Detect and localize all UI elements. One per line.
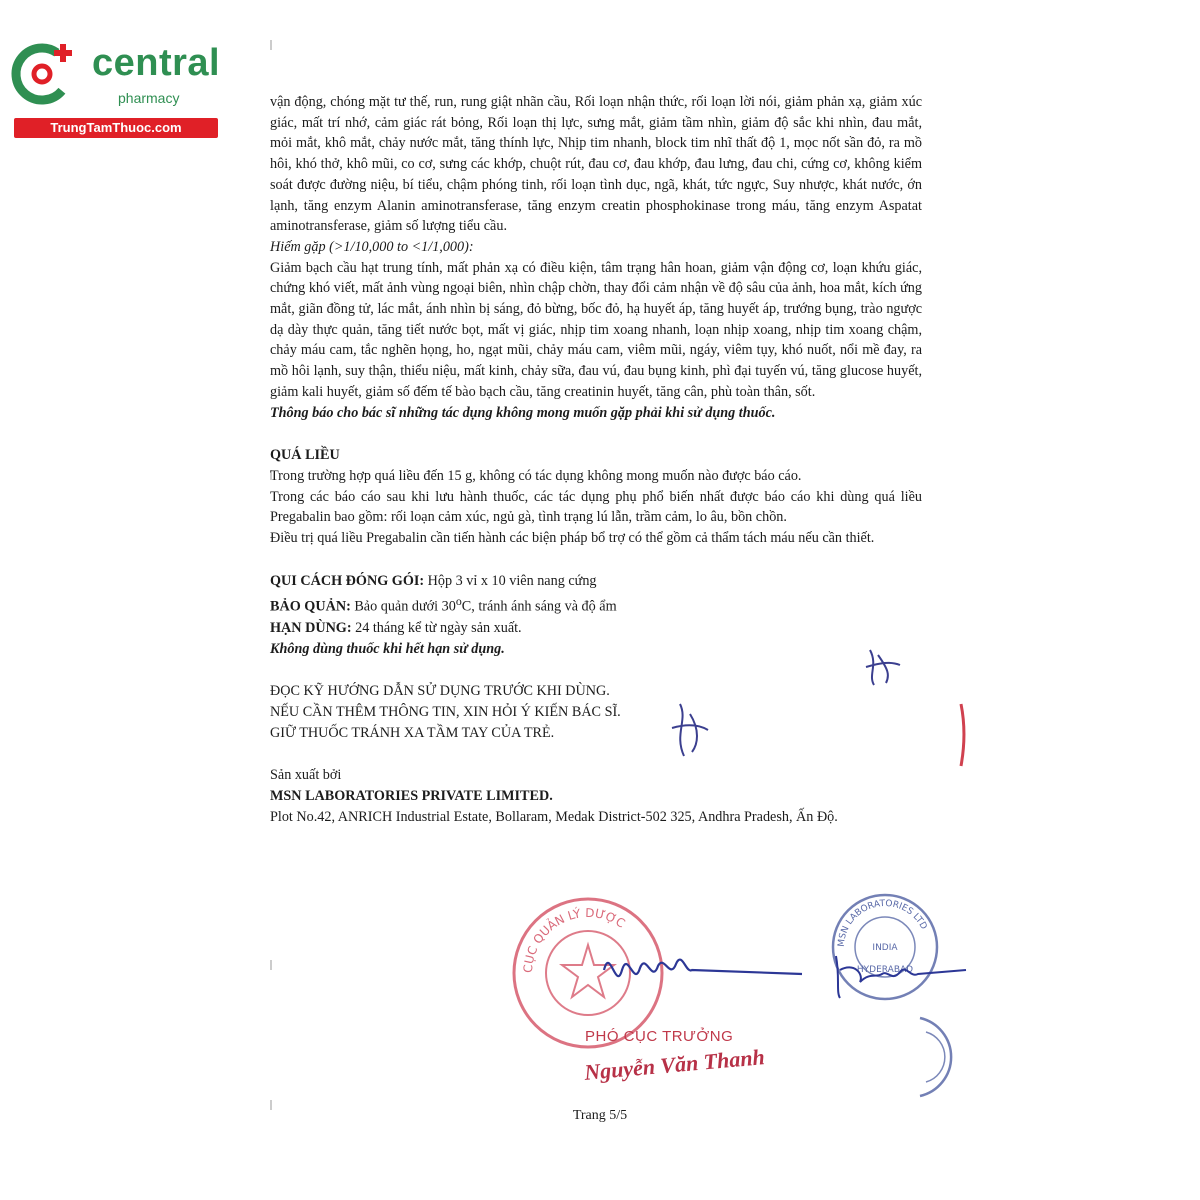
expiry-warning: Không dùng thuốc khi hết hạn sử dụng. <box>270 640 505 657</box>
document-body <box>270 92 922 828</box>
overdose-paragraph-3: Điều trị quá liều Pregabalin cần tiến hành các biện pháp bổ trợ có thể gồm cả thẩm tách máu nếu cần thiết. <box>270 530 875 547</box>
rare-paragraph: Giảm bạch cầu hạt trung tính, mất phản xạ có điều kiện, tâm trạng hân hoan, giảm vận động cơ, loạn khứu giác, chứng khó viết, mất ảnh vùng ngoại biên, nhìn chập chờn, thay đổi cảm nhận về độ sâu của ảnh, hoa mắt, kích ứng mắt, giãn đồng tử, lác mắt, ánh nhìn bị sáng, đỏ bừng, bốc đỏ, hạ huyết áp, tăng huyết áp, trướng bụng, trào ngược dạ dày thực quản, tăng tiết nước bọt, mất vị giác, nhịp tim xoang nhanh, loạn nhịp xoang, nhịp tim xoang chậm, chảy máu cam, tắc nghẽn họng, ho, ngạt mũi, chảy máu cam, viêm mũi, ngáy, viêm tụy, khó nuốt, nổi mề đay, ra mồ hôi lạnh, suy thận, thiểu niệu, mất kinh, chảy sữa, đau vú, đau bụng kinh, phì đại tuyến vú, tăng glucose huyết, giảm kali huyết, giảm số đếm tế bào bạch cầu, tăng creatinin huyết, tăng cân, phù toàn thân, sốt. <box>270 259 922 400</box>
storage-value-pre: Bảo quản dưới 30 <box>354 599 456 616</box>
notice-text: Thông báo cho bác sĩ những tác dụng không mong muốn gặp phải khi sử dụng thuốc. <box>270 404 776 421</box>
logo-url-badge[interactable]: TrungTamThuoc.com <box>14 118 218 138</box>
warning-line-2: NẾU CẦN THÊM THÔNG TIN, XIN HỎI Ý KIẾN BÁC SĨ. <box>270 704 621 721</box>
initials-signature-icon <box>668 700 713 760</box>
company-signature-icon <box>830 948 970 1003</box>
logo-name: central <box>92 42 221 84</box>
red-mark-icon <box>955 700 969 770</box>
storage-label: BẢO QUẢN: <box>270 599 351 616</box>
company-stamp-text: MSN LABORATORIES LTD <box>836 898 929 948</box>
packaging-line <box>270 571 922 592</box>
spacer <box>270 743 922 765</box>
expiry-label: HẠN DÙNG: <box>270 619 352 636</box>
spacer <box>270 549 922 571</box>
packaging-label: QUI CÁCH ĐÓNG GÓI: <box>270 572 425 589</box>
company-stamp-city: HYDERABAD <box>856 965 914 975</box>
side-effects-paragraph: vận động, chóng mặt tư thế, run, rung giật nhãn cầu, Rối loạn nhận thức, rối loạn lời nói, giảm phản xạ, giảm xúc giác, mất trí nhớ, cảm giác rát bỏng, Rối loạn thị lực, sưng mắt, giảm tầm nhìn, giảm độ sắc khi nhìn, đau mắt, mỏi mắt, khô mắt, chảy nước mắt, tăng thính lực, Nhịp tim nhanh, block tim nhĩ thất độ 1, mọc nốt sần đỏ, ra mồ hôi, khó thở, khô mũi, co cơ, sưng các khớp, chuột rút, đau cơ, đau khớp, đau lưng, đau chi, cứng cơ, không kiểm soát được đường niệu, bí tiểu, chậm phóng tinh, rối loạn tình dục, ngã, khát, tức ngực, Suy nhược, khát nước, ớn lạnh, tăng enzym Alanin aminotransferase, tăng enzym creatin phosphokinase trong máu, tăng enzym Aspatat aminotransferase, giảm số lượng tiểu cầu. <box>270 94 922 235</box>
company-stamp-partial-icon <box>902 1012 962 1102</box>
storage-line <box>270 591 922 617</box>
margin-mark <box>270 40 272 50</box>
overdose-heading: QUÁ LIỀU <box>270 447 340 464</box>
logo-mark-icon <box>10 38 80 108</box>
expiry-line <box>270 618 922 639</box>
packaging-value: Hộp 3 vỉ x 10 viên nang cứng <box>427 572 597 589</box>
official-signature-icon <box>596 940 806 1000</box>
storage-value-post: C, tránh ánh sáng và độ ẩm <box>461 599 617 616</box>
company-stamp-country: INDIA <box>872 943 898 953</box>
signature-role: PHÓ CỤC TRƯỞNG <box>585 1028 734 1045</box>
manufacturer-address: Plot No.42, ANRICH Industrial Estate, Bollaram, Medak District-502 325, Andhra Pradesh, Ấn Độ. <box>270 808 838 825</box>
page-number: Trang 5/5 <box>572 1108 628 1123</box>
initials-signature-icon <box>860 645 910 690</box>
spacer <box>270 423 922 445</box>
signer-name: Nguyễn Văn Thanh <box>583 1044 766 1085</box>
pharmacy-logo[interactable] <box>10 32 230 142</box>
authority-stamp-text: CỤC QUẢN LÝ DƯỢC <box>520 905 628 974</box>
logo-subtitle: pharmacy <box>118 90 180 106</box>
warning-line-3: GIỮ THUỐC TRÁNH XA TẦM TAY CỦA TRẺ. <box>270 724 555 741</box>
rare-heading: Hiếm gặp (>1/10,000 to <1/1,000): <box>270 238 474 255</box>
storage-degree: o <box>455 594 462 609</box>
overdose-paragraph-2: Trong các báo cáo sau khi lưu hành thuốc, các tác dụng phụ phổ biến nhất được báo cáo khi dùng quá liều Pregabalin bao gồm: rối loạn cảm xúc, ngủ gà, tình trạng lú lẫn, trầm cảm, lo âu, bồn chồn. <box>270 488 922 526</box>
manufacturer-name: MSN LABORATORIES PRIVATE LIMITED. <box>270 788 553 805</box>
overdose-paragraph-1: Trong trường hợp quá liều đến 15 g, không có tác dụng không mong muốn nào được báo cáo. <box>270 467 802 484</box>
margin-mark <box>270 960 272 970</box>
expiry-value: 24 tháng kể từ ngày sản xuất. <box>355 619 522 636</box>
spacer <box>270 659 922 681</box>
manufacturer-intro: Sản xuất bởi <box>270 767 342 784</box>
warning-line-1: ĐỌC KỸ HƯỚNG DẪN SỬ DỤNG TRƯỚC KHI DÙNG. <box>270 683 610 700</box>
